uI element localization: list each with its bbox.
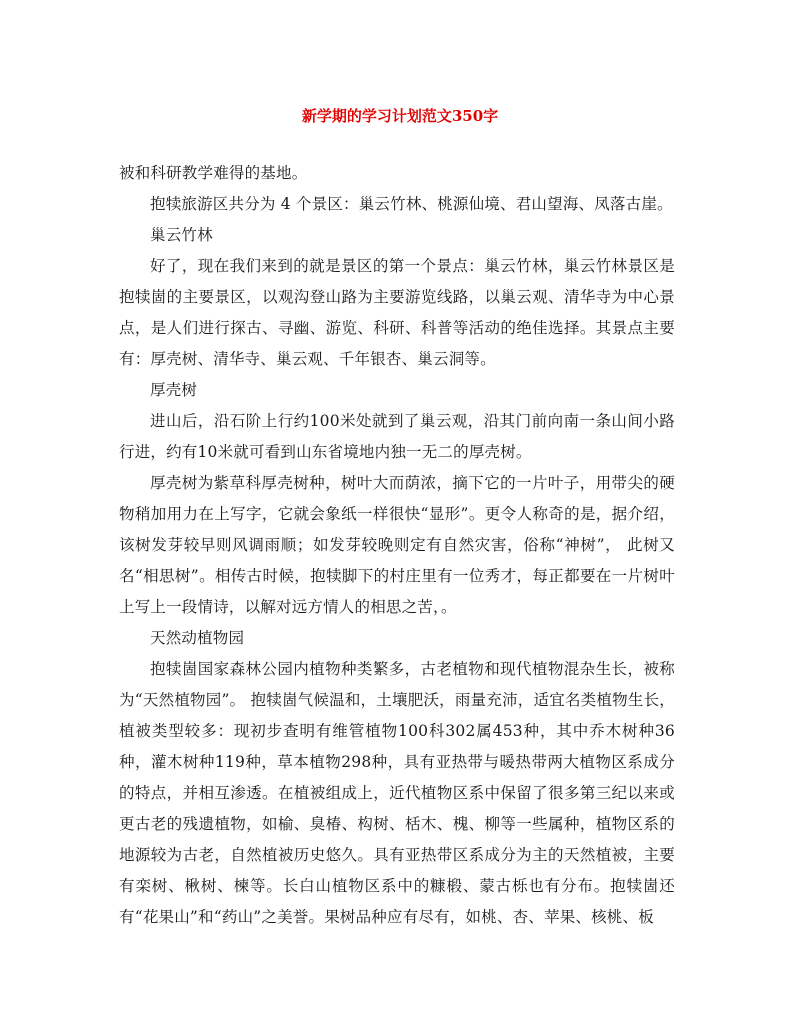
document-body [119,158,675,933]
paragraph-houke-tree-description: 厚壳树为紫草科厚壳树种，树叶大而荫浓，摘下它的一片叶子，用带尖的硬物稍加用力在上写字，它就会象纸一样很快“显形”。更令人称奇的是，据介绍，该树发芽较早则风调雨顺；如发芽较晚则定有自然灾害，俗称“神树”， 此树又名“相思树”。相传古时候，抱犊脚下的村庄里有一位秀才，每正都要在一片树叶上写上一段情诗，以解对远方情人的相思之苦，。 [119,474,675,616]
section-heading-houke-tree: 厚壳树 [150,381,198,399]
section-heading-natural-park: 天然动植物园 [150,629,245,647]
paragraph-houke-tree-location: 进山后，沿石阶上行约100米处就到了巢云观，沿其门前向南一条山间小路行进，约有10米就可看到山东省境地内独一无二的厚壳树。 [119,412,675,461]
section-heading-chaoyun-bamboo: 巢云竹林 [150,226,213,244]
paragraph-continuation: 被和科研教学难得的基地。 [119,164,308,182]
paragraph-chaoyun-bamboo: 好了，现在我们来到的就是景区的第一个景点：巢云竹林，巢云竹林景区是抱犊崮的主要景区，以观沟登山路为主要游览线路，以巢云观、清华寺为中心景点，是人们进行探古、寻幽、游览、科研、科普等活动的绝佳选择。其景点主要有：厚壳树、清华寺、巢云观、千年银杏、巢云洞等。 [119,257,675,368]
document-title: 新学期的学习计划范文350字 [301,107,499,125]
paragraph-scenic-areas: 抱犊旅游区共分为 4 个景区：巢云竹林、桃源仙境、君山望海、凤落古崖。 [150,195,673,213]
paragraph-natural-park: 抱犊崮国家森林公园内植物种类繁多，古老植物和现代植物混杂生长，被称为“天然植物园”。 抱犊崮气候温和，土壤肥沃，雨量充沛，适宜名类植物生长，植被类型较多：现初步查明有维管植物100科302属453种，其中乔木树种36种，灌木树种119种，草本植物298种，具有亚热带与暖热带两大植物区系成分的特点，并相互渗透。在植被组成上，近代植物区系中保留了很多第三纪以来或更古老的残遗植物，如榆、臭椿、构树、栝木、槐、柳等一些属种，植物区系的地源较为古老，自然植被历史悠久。具有亚热带区系成分为主的天然植被，主要有栾树、楸树、楝等。长白山植物区系中的糠椴、蒙古栎也有分布。抱犊崮还有“花果山”和“药山”之美誉。果树品种应有尽有，如桃、杏、苹果、核桃、板 [119,660,675,926]
